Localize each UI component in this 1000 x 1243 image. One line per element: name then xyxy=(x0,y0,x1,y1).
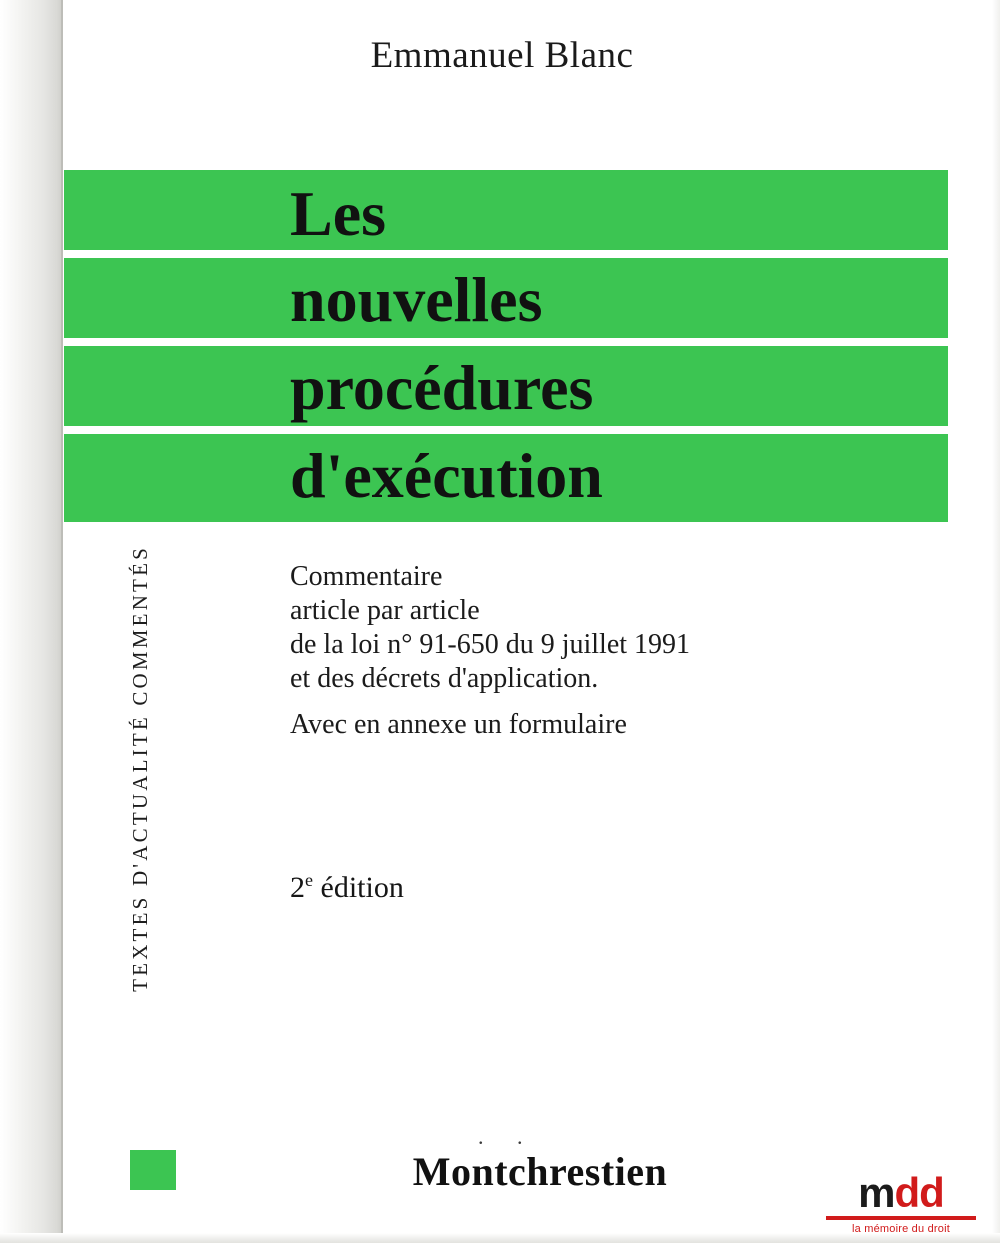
title-line-2: nouvelles xyxy=(290,264,543,335)
edition-statement xyxy=(290,870,404,905)
title-line-4: d'exécution xyxy=(290,440,603,511)
publisher-name: Montchrestien xyxy=(412,1149,668,1194)
subtitle-line-4: et des décrets d'application. xyxy=(290,663,599,694)
mdd-logo-mark xyxy=(826,1169,976,1216)
spine-shading xyxy=(0,0,62,1243)
collection-marker-square xyxy=(130,1150,176,1190)
decorative-dots: . . xyxy=(478,1124,537,1149)
edition-word: édition xyxy=(320,871,404,904)
mdd-letter-d2: d xyxy=(919,1169,944,1216)
collection-label-text: TEXTES D'ACTUALITÉ COMMENTÉS xyxy=(127,545,152,992)
subtitle-line-2: article par article xyxy=(290,595,480,626)
subtitle-line-3: de la loi n° 91-650 du 9 juillet 1991 xyxy=(290,629,691,660)
mdd-logo xyxy=(826,1169,976,1235)
subtitle-annex-line: Avec en annexe un formulaire xyxy=(290,709,627,740)
edition-ordinal-suffix: e xyxy=(305,870,313,890)
subtitle-spacer xyxy=(290,696,910,708)
edition-number: 2 xyxy=(290,871,305,904)
mdd-logo-tagline: la mémoire du droit xyxy=(852,1223,950,1235)
title-line-1: Les xyxy=(290,178,386,249)
title-band-1 xyxy=(64,170,948,250)
mdd-letter-d1: d xyxy=(894,1169,920,1216)
collection-label xyxy=(120,545,160,1165)
subtitle-line-1: Commentaire xyxy=(290,561,443,592)
spine-edge-line xyxy=(61,0,63,1243)
subtitle-block xyxy=(290,560,910,742)
author-name: Emmanuel Blanc xyxy=(370,35,634,76)
page-right-edge xyxy=(992,0,1000,1243)
mdd-letter-m: m xyxy=(858,1169,895,1216)
mdd-logo-rule xyxy=(826,1216,976,1220)
title-line-3: procédures xyxy=(290,352,594,423)
